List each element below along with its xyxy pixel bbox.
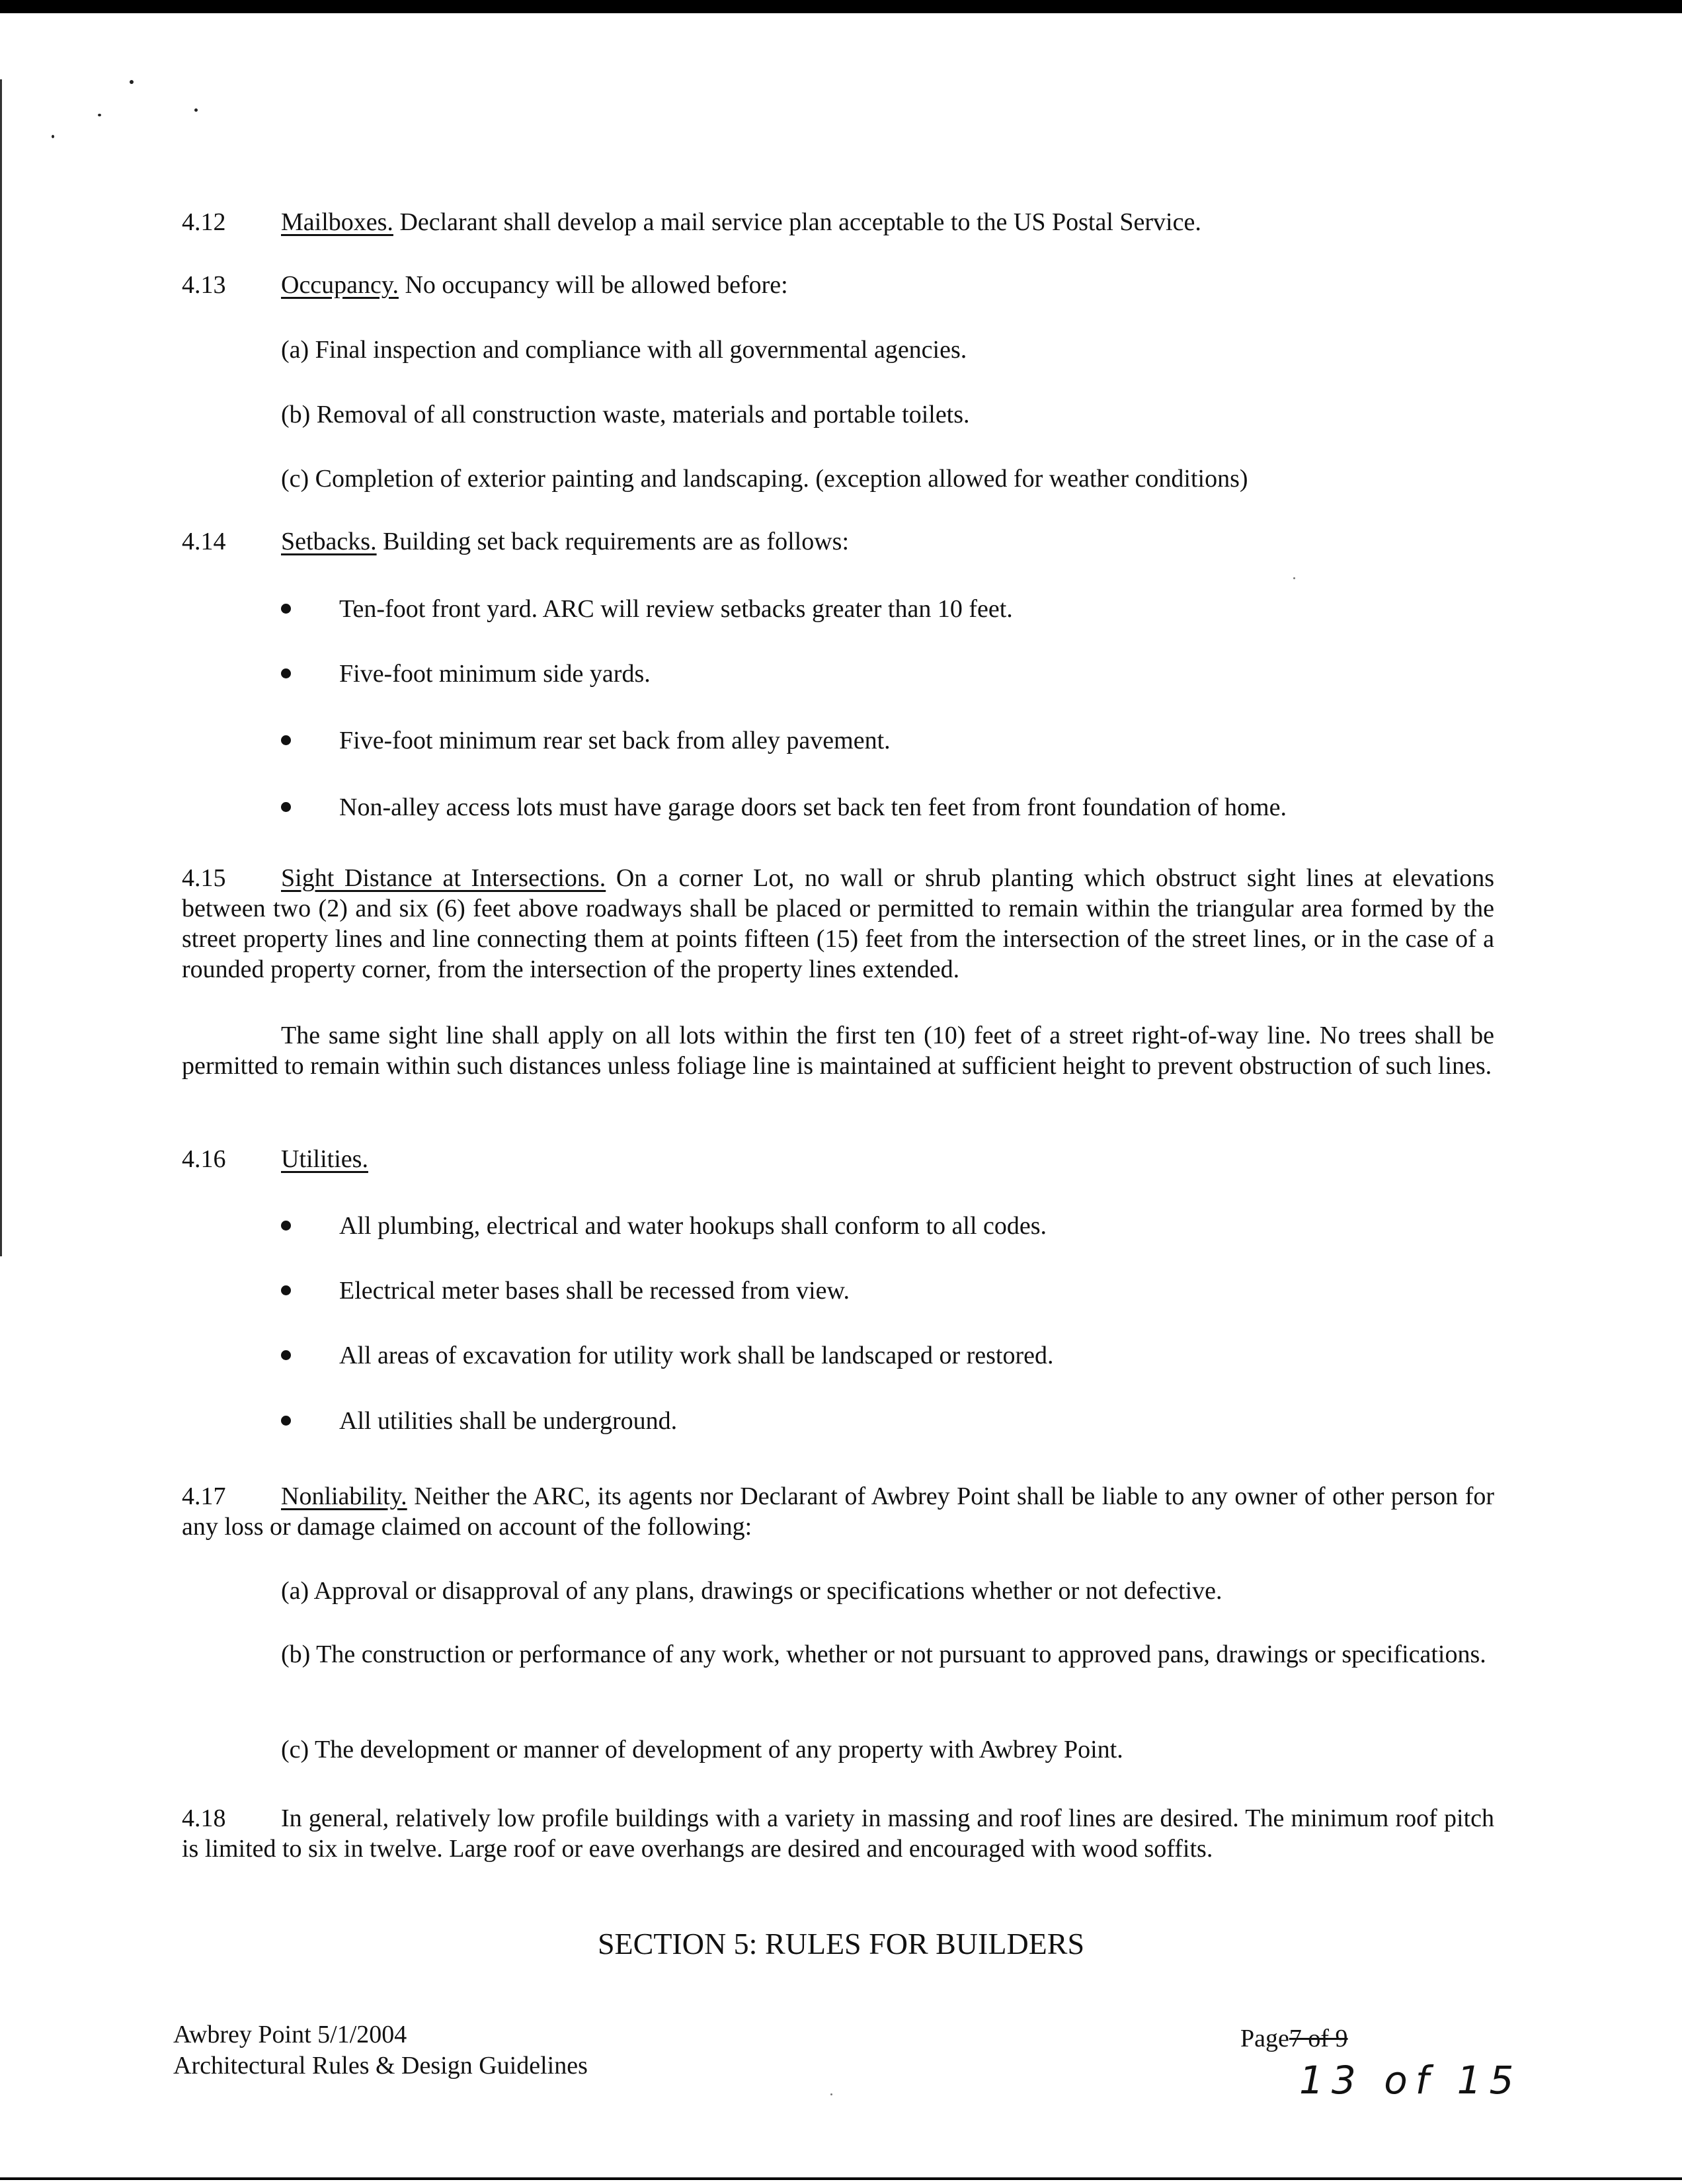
bullet-item: All utilities shall be underground. [339,1407,678,1435]
bullet-icon [281,802,291,812]
item-number: 4.16 [182,1145,226,1173]
item-text: On a corner Lot, no wall or shrub planting which obstruct sight lines at elevations between two (2) and six (6) feet above roadways shall be placed or permitted to remain within the triangular area formed by the street property lines and line connecting them at points fifteen (15) feet from the intersection of the street lines, or in the case of a rounded property corner, from the intersection of the property lines extended. [182,864,1495,983]
item-number: 4.17 [182,1482,226,1510]
bullet-item: Ten-foot front yard. ARC will review setbacks greater than 10 feet. [339,595,1013,623]
item-number: 4.13 [182,271,226,299]
bullet-item: Five-foot minimum rear set back from alley pavement. [339,727,891,754]
page-label: Page [1240,2025,1289,2052]
footer-line-1: Awbrey Point 5/1/2004 [173,2021,407,2048]
bullet-item: Electrical meter bases shall be recessed from view. [339,1277,850,1305]
sub-item: (a) Approval or disapproval of any plans, drawings or specifications whether or not defective. [281,1577,1222,1605]
item-paragraph: The same sight line shall apply on all lots within the first ten (10) feet of a street right-of-way line. No trees shall be permitted to remain within such distances unless foliage line is maintained at sufficient height to prevent obstruction of such lines. [182,1022,1494,1080]
item-heading: Occupancy. [281,271,399,299]
sub-item: (c) Completion of exterior painting and landscaping. (exception allowed for weather conditions) [281,465,1248,493]
bullet-item: All areas of excavation for utility work shall be landscaped or restored. [339,1342,1054,1369]
bullet-item: All plumbing, electrical and water hookups shall conform to all codes. [339,1212,1047,1240]
section-title: SECTION 5: RULES FOR BUILDERS [597,1927,1085,1961]
item-4-15 [182,863,1494,985]
item-heading: Nonliability. [281,1482,407,1510]
item-heading: Sight Distance at Intersections. [281,864,606,892]
item-number: 4.12 [182,208,226,236]
bullet-item: Non-alley access lots must have garage doors set back ten feet from front foundation of home. [339,793,1287,821]
bullet-icon [281,604,291,614]
bullet-icon [281,1285,291,1295]
bullet-icon [281,1350,291,1360]
bullet-item: Five-foot minimum side yards. [339,660,651,688]
item-4-18 [182,1803,1494,1864]
sub-item: (b) The construction or performance of any work, whether or not pursuant to approved pans, drawings or specifications. [281,1640,1486,1668]
bullet-icon [281,1416,291,1426]
page-struck-number: 7 of 9 [1289,2025,1348,2052]
footer-line-2: Architectural Rules & Design Guidelines [173,2052,588,2080]
page-number [1240,2023,1348,2054]
item-text: Building set back requirements are as follows: [376,528,850,555]
sub-item: (a) Final inspection and compliance with all governmental agencies. [281,336,967,364]
item-body [281,207,1201,237]
item-text: No occupancy will be allowed before: [398,271,788,299]
item-text: Neither the ARC, its agents nor Declarant of Awbrey Point shall be liable to any owner of other person for any loss or damage claimed on account of the following: [182,1482,1494,1541]
item-number: 4.14 [182,528,226,555]
sub-item: (c) The development or manner of development of any property with Awbrey Point. [281,1736,1123,1763]
item-4-17 [182,1481,1494,1542]
item-body [281,526,849,557]
bullet-icon [281,1221,291,1231]
item-text: Declarant shall develop a mail service plan acceptable to the US Postal Service. [393,208,1201,236]
item-text: In general, relatively low profile buildings with a variety in massing and roof lines are desired. The minimum roof pitch is limited to six in twelve. Large roof or eave overhangs are desired and encouraged with wood soffits. [182,1804,1494,1863]
item-body [281,1144,368,1174]
item-heading: Utilities. [281,1145,368,1173]
bullet-icon [281,735,291,745]
bullet-icon [281,668,291,678]
item-heading: Mailboxes. [281,208,393,236]
item-heading: Setbacks. [281,528,377,555]
item-body [281,270,788,300]
sub-item: (b) Removal of all construction waste, materials and portable toilets. [281,401,970,428]
item-number: 4.18 [182,1804,226,1832]
page-handwritten-number: 13 of 15 [1299,2058,1522,2103]
item-number: 4.15 [182,864,226,892]
